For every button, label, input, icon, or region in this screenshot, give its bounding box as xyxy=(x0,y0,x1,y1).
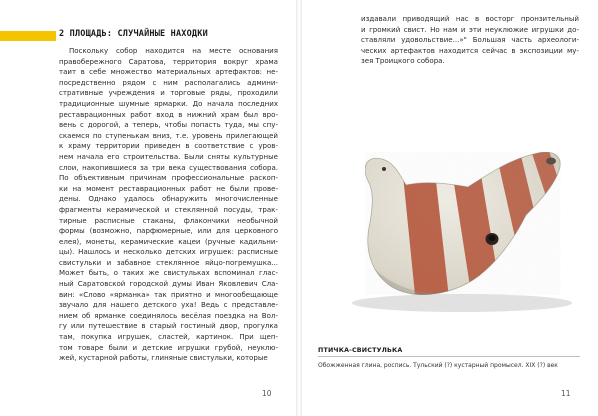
caption-divider xyxy=(318,356,580,357)
text-line: гу или путешествие в старый гостиный двор, прогулка xyxy=(59,321,278,331)
left-body-text xyxy=(59,46,278,364)
text-line: скаемся по ступенькам вниз, т.е. уровень прилегающей xyxy=(59,130,278,140)
text-line: слои, накопившиеся за три века существования собора. xyxy=(59,162,278,172)
text-line: Может быть, о таких же свистульках вспоминал глас- xyxy=(59,268,278,278)
text-line: дены. Однако удалось обнаружить многочисленные xyxy=(59,194,278,204)
text-line: нем начала его строительства. Были сняты культурные xyxy=(59,151,278,161)
text-line: посредственно рядом с ним располагались админи- xyxy=(59,77,278,87)
clay-bird-whistle-photo xyxy=(330,115,588,325)
text-line: зея Троицкого собора. xyxy=(361,56,445,66)
text-line: том товаре были и детские игрушки грубой, неуклю- xyxy=(59,342,278,352)
text-line: там, покупка игрушек, сластей, картинок. При щеп- xyxy=(59,332,278,342)
text-line: елея), монеты, керамические кацеи (ручные кадильни- xyxy=(59,236,278,246)
text-line: цы). Нашлось и несколько детских игрушек: расписные xyxy=(59,247,278,257)
text-line: таит в себе множество материальных артефактов: не- xyxy=(59,67,278,77)
page-number-left: 10 xyxy=(262,389,272,398)
whistle-mouthpiece-hole xyxy=(546,158,556,165)
text-line: традиционные шумные ярмарки. До начала последних xyxy=(59,98,278,108)
text-line: ставляли удовольствие...»" Большая часть археологи- xyxy=(361,35,579,45)
text-line: ки на момент реставрационных работ не были прове- xyxy=(59,183,278,193)
text-line: вень с дорогой, а теперь, чтобы попасть туда, мы спу- xyxy=(59,120,278,130)
text-line: к храму территории приведен в соответствие с уров- xyxy=(59,141,278,151)
page-number-right: 11 xyxy=(561,389,571,398)
caption-title: ПТИЧКА-СВИСТУЛЬКА xyxy=(318,347,403,354)
section-heading: 2 ПЛОЩАДЬ: СЛУЧАЙНЫЕ НАХОДКИ xyxy=(59,29,208,39)
text-line: звучало для нашего детского уха! Ведь с представле- xyxy=(59,300,278,310)
text-line: стративные учреждения и торговые ряды, проходили xyxy=(59,88,278,98)
text-line: формы (возможно, парфюмерные, или для церковного xyxy=(59,226,278,236)
text-line: реставрационных работ вход в нижний храм был вро- xyxy=(59,109,278,119)
heading-accent-bar xyxy=(0,31,56,41)
caption-text: Обожженная глина, роспись. Тульский (?) кустарный промысел. XIX (?) век xyxy=(318,362,558,369)
bird-eye xyxy=(382,167,386,171)
text-line: свистульки и забавное стеклянное яйцо-погремушка... xyxy=(59,257,278,267)
book-gutter xyxy=(296,0,302,416)
text-line: фрагменты керамической и стеклянной посуды, трак- xyxy=(59,204,278,214)
text-line: жей, кустарной работы, глиняные свистульки, которые xyxy=(59,353,268,363)
text-line: издавали приводящий нас в восторг пронзительный xyxy=(361,14,579,23)
text-line: Поскольку собор находится на месте основания xyxy=(69,46,278,55)
text-line: и громкий свист. Но нам и эти неуклюжие игрушки до- xyxy=(361,24,579,34)
text-line: правобережного Саратова, территория вокруг храма xyxy=(59,56,278,66)
text-line: По объективным причинам профессиональные раскоп- xyxy=(59,173,278,183)
text-line: ческих артефактов находится сейчас в экспозиции му- xyxy=(361,45,579,55)
text-line: вин: «Слово «ярманка» так приятно и многообещающе xyxy=(59,289,278,299)
right-body-text xyxy=(361,14,579,67)
text-line: нием об ярманке соединялось весёлая поездка на Вол- xyxy=(59,310,278,320)
text-line: ный Саратовской городской думы Иван Яковлевич Сла- xyxy=(59,279,278,289)
text-line: тирные расписные стаканы, флакончики необычной xyxy=(59,215,278,225)
